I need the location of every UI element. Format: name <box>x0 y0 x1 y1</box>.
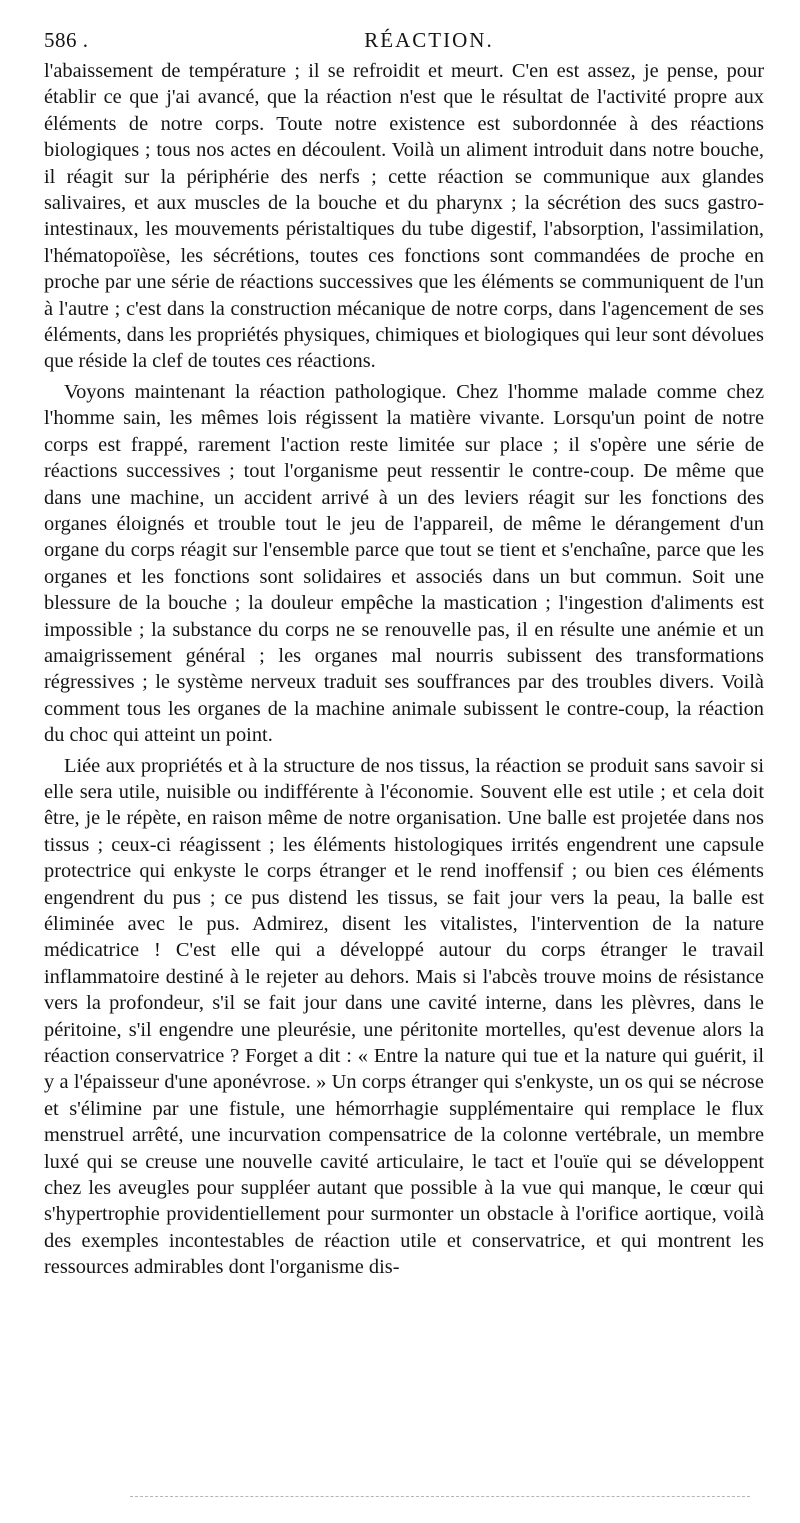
footer-rule <box>130 1496 750 1497</box>
paragraph-useful-reaction: Liée aux propriétés et à la structure de nos tissus, la réaction se produit sans savoir si elle sera utile, nuisible ou indifférente à l'économie. Souvent elle est utile ; et cela doit être, je le répète, en raison même de notre organisation. Une balle est projetée dans nos tissus ; ceux-ci réagissent ; les éléments histologiques irrités engendrent une capsule protectrice qui enkyste le corps étranger et le rend inoffensif ; ou bien ces éléments engendrent du pus ; ce pus distend les tissus, se fait jour vers la peau, la balle est éliminée avec le pus. Admirez, disent les vitalistes, l'intervention de la nature médicatrice ! C'est elle qui a développé autour du corps étranger le travail inflammatoire destiné à le rejeter au dehors. Mais si l'abcès trouve moins de résistance vers la profondeur, s'il se fait jour dans une cavité interne, dans les plèvres, dans le péritoine, s'il engendre une pleurésie, une péritonite mortelles, qu'est devenue alors la réaction conservatrice ? Forget a dit : « Entre la nature qui tue et la nature qui guérit, il y a l'épaisseur d'une aponévrose. » Un corps étranger qui s'enkyste, un os qui se nécrose et s'élimine par une fistule, une hémorrhagie supplémentaire qui remplace le flux menstruel arrêté, une incurvation compensatrice de la colonne vertébrale, un membre luxé qui se creuse une nouvelle cavité articulaire, le tact et l'ouïe qui se développent chez les aveugles pour suppléer autant que possible à la vue qui manque, le cœur qui s'hypertrophie providentiellement pour surmonter un obstacle à l'orifice aortique, voilà des exemples incontestables de réaction utile et conservatrice, et qui montrent les ressources admirables dont l'organisme dis- <box>44 754 764 1279</box>
paragraph-pathological-reaction: Voyons maintenant la réaction pathologique. Chez l'homme malade comme chez l'homme sain, les mêmes lois régissent la matière vivante. Lorsqu'un point de notre corps est frappé, rarement l'action reste limitée sur place ; il s'opère une série de réactions successives ; tout l'organisme peut ressentir le contre-coup. De même que dans une machine, un accident arrivé à un des leviers réagit sur les fonctions des organes éloignés et trouble tout le jeu de l'appareil, de même le dérangement d'un organe du corps réagit sur l'ensemble parce que tout se tient et s'enchaîne, parce que les organes et les fonctions sont solidaires et associés dans un but commun. Soit une blessure de la bouche ; la douleur empêche la mastication ; l'ingestion d'aliments est impossible ; la substance du corps ne se renouvelle pas, il en résulte une anémie et un amaigrissement général ; les organes mal nourris subissent des transformations régressives ; le système nerveux traduit ses souffrances par des troubles divers. Voilà comment tous les organes de la machine animale subissent le contre-coup, la réaction du choc qui atteint un point. <box>44 380 764 747</box>
book-page <box>44 28 764 1281</box>
running-head <box>44 28 764 58</box>
paragraph-continuation: l'abaissement de température ; il se refroidit et meurt. C'en est assez, je pense, pour établir ce que j'ai avancé, que la réaction n'est que le résultat de l'activité propre aux éléments de notre corps. Toute notre existence est subordonnée à des réactions biologiques ; tous nos actes en découlent. Voilà un aliment introduit dans notre bouche, il réagit sur la périphérie des nerfs ; cette réaction se communique aux glandes salivaires, et aux muscles de la bouche et du pharynx ; la sécrétion des sucs gastro-intestinaux, les mouvements péristaltiques du tube digestif, l'absorption, l'assimilation, l'hématopoïèse, les sécrétions, toutes ces fonctions sont commandées de proche en proche par une série de réactions successives que les éléments se communiquent de l'un à l'autre ; c'est dans la construction mécanique de notre corps, dans l'agencement de ses éléments, dans les propriétés physiques, chimiques et biologiques qui leur sont dévolues que réside la clef de toutes ces réactions. <box>44 60 764 373</box>
page-number: 586 . <box>44 28 89 52</box>
running-title: RÉACTION. <box>364 28 494 52</box>
body-text <box>44 58 764 1281</box>
